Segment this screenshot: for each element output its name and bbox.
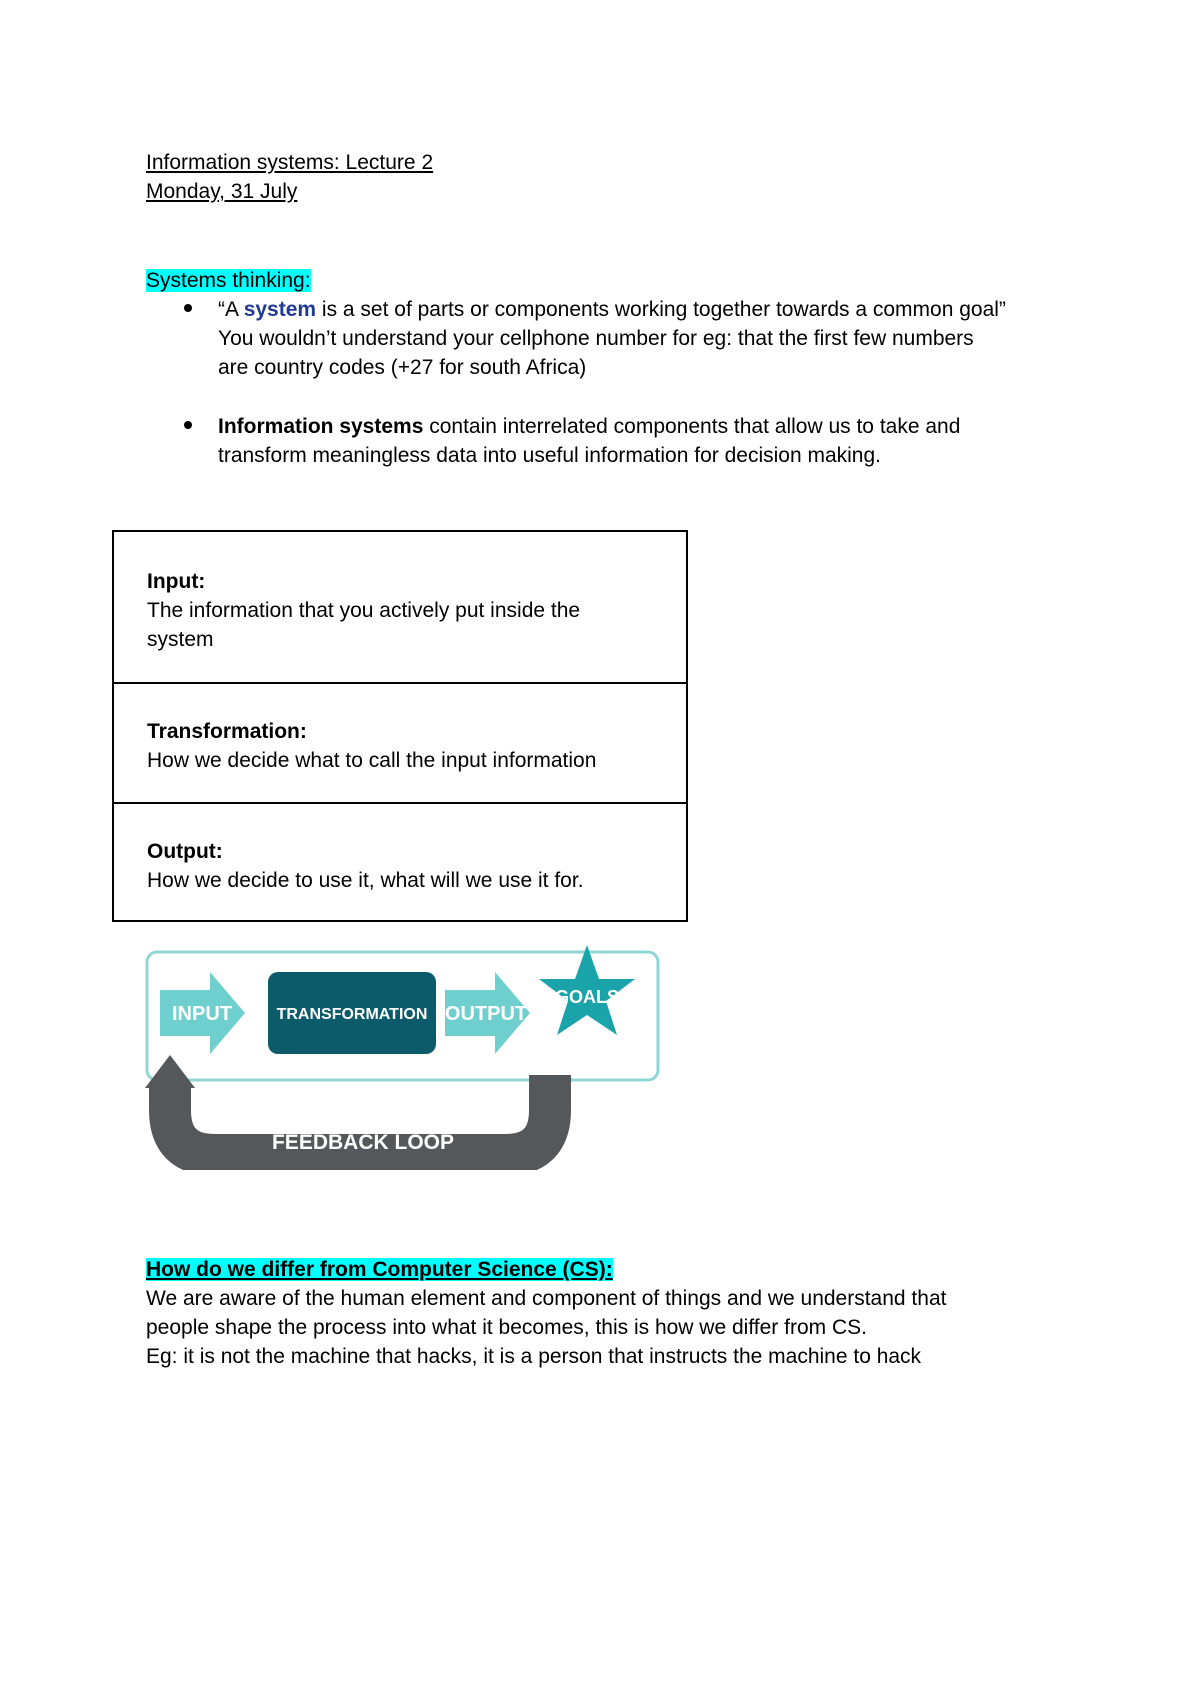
- lecture-title: Information systems: Lecture 2: [146, 151, 434, 174]
- output-arrow-label: OUTPUT: [444, 1003, 528, 1025]
- table-row-output: [114, 802, 686, 920]
- bullet-icon: [184, 304, 192, 312]
- systems-thinking-heading-text: Systems thinking:: [146, 269, 311, 292]
- system-keyword: system: [243, 298, 317, 321]
- input-arrow-label: INPUT: [172, 1003, 232, 1025]
- transformation-label: Transformation:: [147, 720, 307, 743]
- input-label: Input:: [147, 570, 206, 593]
- info-systems-line2: transform meaningless data into useful information for decision making.: [218, 444, 881, 467]
- cs-paragraph-line2: people shape the process into what it becomes, this is how we differ from CS.: [146, 1316, 867, 1339]
- table-row-input: [114, 532, 686, 682]
- transformation-box-label: TRANSFORMATION: [276, 1006, 428, 1023]
- feedback-arrowhead: [145, 1055, 195, 1088]
- cs-paragraph-line3: Eg: it is not the machine that hacks, it is a person that instructs the machine to hack: [146, 1345, 922, 1368]
- system-definition: [218, 295, 1006, 324]
- info-systems-keyword: Information systems: [218, 415, 424, 438]
- cellphone-example-line1: You wouldn’t understand your cellphone number for eg: that the first few numbers: [218, 327, 974, 350]
- bullet-icon: [184, 421, 192, 429]
- system-flow-diagram: [140, 945, 665, 1170]
- transformation-text: How we decide what to call the input information: [147, 749, 597, 772]
- io-table: [112, 530, 688, 922]
- feedback-loop-label: FEEDBACK LOOP: [271, 1131, 455, 1154]
- info-systems-rest: contain interrelated components that allow us to take and: [423, 415, 961, 438]
- output-text: How we decide to use it, what will we use it for.: [147, 869, 584, 892]
- info-systems-definition: [218, 412, 960, 441]
- table-row-transformation: [114, 682, 686, 802]
- lecture-date: Monday, 31 July: [146, 180, 298, 203]
- definition-rest: is a set of parts or components working together towards a common goal”: [316, 298, 1006, 321]
- output-label: Output:: [147, 840, 223, 863]
- cs-heading-text: How do we differ from Computer Science (CS):: [146, 1258, 613, 1281]
- cs-paragraph-line1: We are aware of the human element and component of things and we understand that: [146, 1287, 947, 1310]
- goals-star-label: GOALS: [554, 987, 620, 1007]
- systems-thinking-heading: [146, 266, 311, 295]
- quote-open: “A: [218, 298, 244, 321]
- cs-heading: [146, 1255, 613, 1284]
- cellphone-example-line2: are country codes (+27 for south Africa): [218, 356, 587, 379]
- input-text: The information that you actively put inside the system: [147, 599, 581, 651]
